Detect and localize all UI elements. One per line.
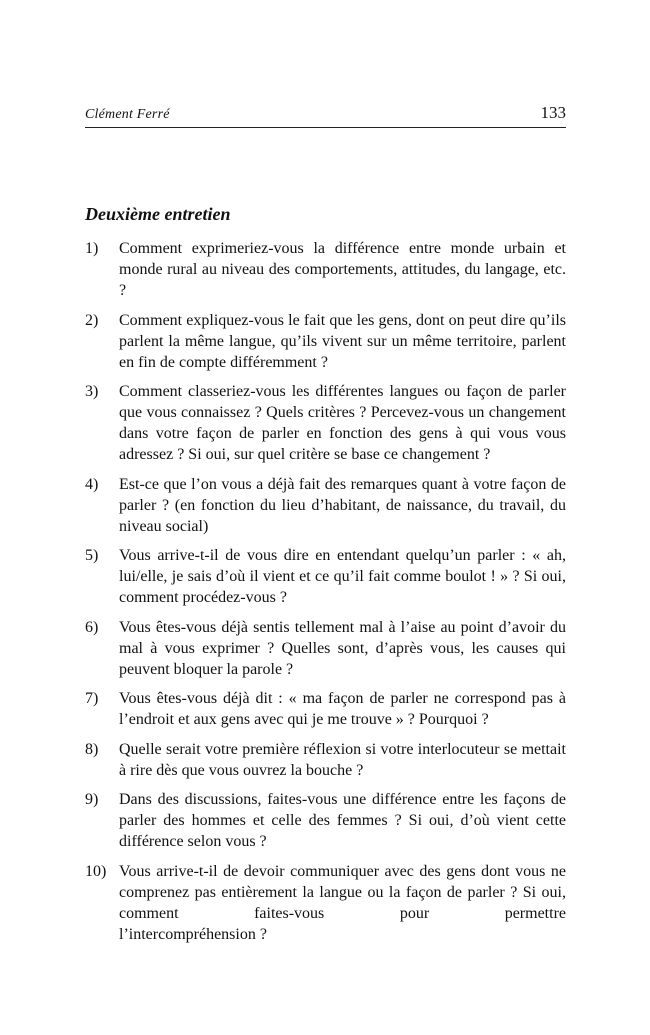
question-number: 1)	[85, 240, 99, 257]
running-title: Clément Ferré	[85, 107, 170, 122]
question-text: Comment exprimeriez-vous la différence entre monde urbain et monde rural au niveau des comportements, attitudes, du langage, etc. ?	[119, 240, 566, 299]
question-item	[85, 381, 566, 465]
question-item	[85, 545, 566, 608]
question-number: 6)	[85, 618, 99, 636]
question-item	[85, 474, 566, 537]
question-item	[85, 861, 566, 945]
question-list	[85, 238, 566, 953]
question-text: Comment classeriez-vous les différentes langues ou façon de parler que vous connaissez ? Quels critères ? Percevez-vous un changement dans votre façon de parler en fonction des gens à qui vous vous adressez ? Si oui, sur quel critère se base ce changement ?	[119, 383, 566, 463]
question-text-continuation: l’intercompréhension ?	[119, 925, 267, 943]
question-text: Vous arrive-t-il de devoir communiquer avec des gens dont vous ne comprenez pas entièrement la langue ou la façon de parler ? Si oui, comment faites-vous pour permettre	[119, 862, 566, 922]
question-item	[85, 238, 566, 301]
question-item	[85, 739, 566, 781]
page-number: 133	[540, 103, 566, 122]
question-number: 3)	[85, 383, 99, 400]
question-text: Vous arrive-t-il de vous dire en entendant quelqu’un parler : « ah, lui/elle, je sais d’où il vient et ce qu’il fait comme boulot ! » ? Si oui, comment procédez-vous ?	[119, 547, 566, 606]
question-number: 5)	[85, 547, 99, 564]
question-text: Vous êtes-vous déjà dit : « ma façon de parler ne correspond pas à l’endroit et aux gens avec qui je me trouve » ? Pourquoi ?	[119, 690, 566, 728]
question-text: Comment expliquez-vous le fait que les gens, dont on peut dire qu’ils parlent la même langue, qu’ils vivent sur un même territoire, parlent en fin de compte différemment ?	[119, 311, 566, 371]
question-item	[85, 310, 566, 373]
question-item	[85, 617, 566, 680]
question-text: Dans des discussions, faites-vous une différence entre les façons de parler des hommes et celle des femmes ? Si oui, d’où vient cette différence selon vous ?	[119, 791, 566, 850]
question-number: 4)	[85, 475, 99, 493]
question-text: Est-ce que l’on vous a déjà fait des remarques quant à votre façon de parler ? (en fonction du lieu d’habitant, de naissance, du travail, du niveau social)	[119, 475, 566, 535]
section-title: Deuxième entretien	[85, 204, 231, 224]
question-number: 7)	[85, 690, 99, 707]
question-text: Vous êtes-vous déjà sentis tellement mal à l’aise au point d’avoir du mal à vous exprimer ? Quelles sont, d’après vous, les causes qui peuvent bloquer la parole ?	[119, 618, 566, 678]
question-item	[85, 789, 566, 852]
page-header	[85, 103, 566, 128]
question-item	[85, 688, 566, 730]
question-number: 8)	[85, 740, 99, 758]
question-text: Quelle serait votre première réflexion si votre interlocuteur se mettait à rire dès que vous ouvrez la bouche ?	[119, 740, 566, 779]
question-number: 10)	[85, 862, 107, 880]
question-number: 9)	[85, 791, 99, 808]
question-number: 2)	[85, 311, 99, 329]
